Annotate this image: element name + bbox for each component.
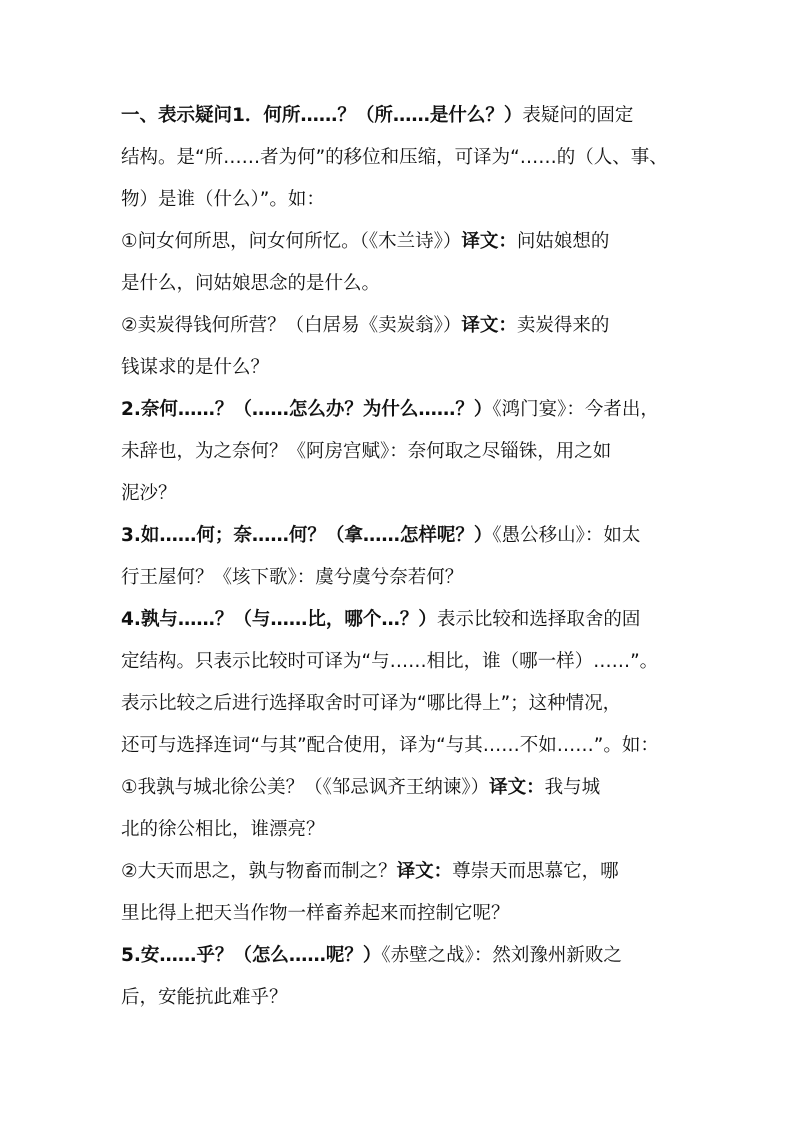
text-line: [121, 515, 687, 557]
text-segment: 还可与选择连词“与其”配合使用，译为“与其……不如……”。如：: [121, 735, 659, 756]
text-segment: 结构。是“所……者为何”的移位和压缩，可译为“……的（人、事、: [121, 147, 668, 168]
bold-text-segment: 2.奈何……？（……怎么办？为什么……？）: [121, 399, 493, 420]
text-segment: 表示比较和选择取舍的固: [436, 609, 641, 630]
text-line: [121, 389, 687, 431]
text-segment: 我与城: [544, 777, 601, 798]
bold-text-segment: 一、表示疑问1．何所……？（所……是什么？）: [121, 105, 523, 126]
text-line: [121, 809, 687, 851]
text-segment: ①我孰与城北徐公美？（《邹忌讽齐王纳谏》）: [121, 777, 490, 798]
text-segment: 后，安能抗此难乎？: [121, 987, 288, 1008]
bold-text-segment: 5.安……乎？（怎么……呢？）: [121, 945, 382, 966]
text-segment: 表示比较之后进行选择取舍时可译为“哪比得上”；这种情况，: [121, 693, 622, 714]
text-line: [121, 641, 687, 683]
text-segment: 北的徐公相比，谁漂亮？: [121, 819, 325, 840]
text-line: [121, 893, 687, 935]
text-segment: ①问女何所思，问女何所忆。（《木兰诗》）: [121, 231, 462, 252]
text-line: [121, 683, 687, 725]
text-segment: 泥沙？: [121, 483, 177, 504]
text-line: [121, 767, 687, 809]
text-line: [121, 977, 687, 1019]
text-line: [121, 179, 687, 221]
text-segment: 《鸿门宴》：今者出，: [492, 399, 659, 420]
text-segment: 钱谋求的是什么？: [121, 357, 270, 378]
text-segment: 问姑娘想的: [516, 231, 610, 252]
text-line: [121, 137, 687, 179]
text-segment: 卖炭得来的: [516, 315, 610, 336]
bold-text-segment: 4.孰与……？（与……比，哪个…？）: [121, 609, 437, 630]
text-line: [121, 725, 687, 767]
text-line: [121, 557, 687, 599]
text-line: [121, 305, 687, 347]
text-segment: 定结构。只表示比较时可译为“与……相比，谁（哪一样）……”。: [121, 651, 659, 672]
text-line: [121, 221, 687, 263]
text-line: [121, 935, 687, 977]
bold-text-segment: 译文：: [396, 861, 453, 882]
text-segment: 物）是谁（什么）”。如：: [121, 189, 325, 210]
text-segment: 《愚公移山》：如太: [492, 525, 641, 546]
text-segment: 未辞也，为之奈何？《阿房宫赋》：奈何取之尽锱铢，用之如: [121, 441, 612, 462]
text-segment: ②卖炭得钱何所营？（白居易《卖炭翁》）: [121, 315, 462, 336]
bold-text-segment: 3.如……何；奈……何？（拿……怎样呢？）: [121, 525, 493, 546]
document-body: [121, 95, 687, 1019]
text-segment: 里比得上把天当作物一样畜养起来而控制它呢？: [121, 903, 510, 924]
text-line: [121, 473, 687, 515]
text-segment: 行王屋何？《垓下歌》：虞兮虞兮奈若何？: [121, 567, 464, 588]
bold-text-segment: 译文：: [461, 315, 517, 336]
text-segment: 表疑问的固定: [522, 105, 634, 126]
text-segment: 《赤壁之战》：然刘豫州新败之: [381, 945, 622, 966]
text-line: [121, 851, 687, 893]
text-segment: 尊崇天而思慕它，哪: [452, 861, 619, 882]
text-line: [121, 431, 687, 473]
text-line: [121, 599, 687, 641]
text-line: [121, 95, 687, 137]
text-line: [121, 347, 687, 389]
text-line: [121, 263, 687, 305]
text-segment: ②大天而思之，孰与物畜而制之？: [121, 861, 397, 882]
bold-text-segment: 译文：: [489, 777, 545, 798]
text-segment: 是什么，问姑娘思念的是什么。: [121, 273, 381, 294]
bold-text-segment: 译文：: [461, 231, 517, 252]
